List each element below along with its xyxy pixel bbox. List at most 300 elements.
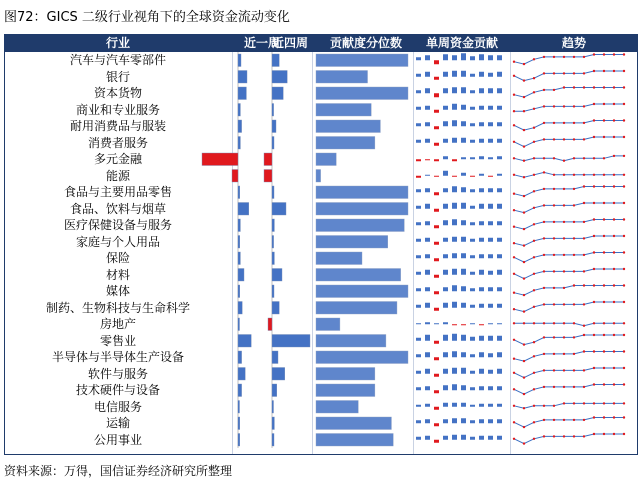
- trend-point: [583, 254, 585, 256]
- trend-point: [523, 244, 525, 246]
- week1-bar: [238, 417, 240, 430]
- weekly-contrib-bar: [434, 159, 439, 161]
- weekly-contrib-bar: [452, 324, 457, 325]
- weekly-contrib-bar: [416, 272, 421, 275]
- trend-point: [533, 77, 535, 79]
- trend-point: [583, 334, 585, 336]
- trend-point: [513, 372, 515, 374]
- weekly-contrib-bar: [416, 437, 421, 440]
- trend-point: [623, 103, 625, 105]
- weekly-contrib-bar: [425, 88, 430, 93]
- trend-point: [553, 56, 555, 58]
- industry-label: 媒体: [105, 284, 130, 298]
- trend-point: [603, 218, 605, 220]
- trend-point: [593, 284, 595, 286]
- percentile-bar: [316, 219, 404, 232]
- weekly-contrib-bar: [497, 270, 502, 275]
- weekly-contrib-bar: [416, 123, 421, 126]
- weekly-contrib-bar: [488, 238, 493, 242]
- trend-point: [603, 136, 605, 138]
- industry-label: 保险: [105, 251, 130, 265]
- weekly-contrib-bar: [452, 285, 457, 291]
- trend-point: [573, 221, 575, 223]
- weekly-contrib-bar: [461, 138, 466, 143]
- weekly-contrib-bar: [416, 239, 421, 242]
- weekly-contrib-bar: [479, 72, 484, 77]
- trend-point: [603, 284, 605, 286]
- trend-point: [553, 419, 555, 421]
- weekly-contrib-bar: [497, 106, 502, 110]
- trend-point: [513, 438, 515, 440]
- trend-point: [563, 353, 565, 355]
- trend-point: [543, 122, 545, 124]
- weekly-contrib-bar: [479, 369, 484, 374]
- trend-point: [563, 402, 565, 404]
- weekly-contrib-bar: [425, 404, 430, 407]
- percentile-bar: [316, 401, 358, 414]
- trend-point: [563, 303, 565, 305]
- percentile-bar: [316, 269, 401, 282]
- trend-point: [613, 416, 615, 418]
- weekly-contrib-bar: [416, 354, 421, 357]
- week1-bar: [238, 54, 241, 67]
- week1-bar: [202, 153, 238, 166]
- trend-point: [593, 383, 595, 385]
- weekly-contrib-bar: [434, 77, 439, 80]
- trend-point: [623, 251, 625, 253]
- weekly-contrib-bar: [443, 238, 448, 242]
- week1-bar: [238, 186, 240, 199]
- trend-point: [513, 273, 515, 275]
- percentile-bar: [316, 351, 408, 364]
- trend-point: [583, 122, 585, 124]
- trend-point: [593, 103, 595, 105]
- weekly-contrib-bar: [425, 139, 430, 143]
- percentile-bar: [316, 434, 393, 447]
- week4-bar: [272, 335, 310, 348]
- trend-point: [533, 108, 535, 110]
- percentile-bar: [316, 368, 375, 381]
- industry-label: 医疗保健设备与服务: [63, 218, 172, 232]
- trend-point: [603, 350, 605, 352]
- percentile-bar: [316, 236, 388, 249]
- trend-point: [623, 235, 625, 237]
- trend-point: [553, 270, 555, 272]
- weekly-contrib-bar: [434, 110, 439, 113]
- weekly-contrib-bar: [416, 338, 421, 341]
- trend-point: [603, 367, 605, 369]
- trend-point: [623, 322, 625, 324]
- weekly-contrib-bar: [488, 106, 493, 110]
- weekly-contrib-bar: [416, 90, 421, 93]
- trend-point: [553, 303, 555, 305]
- industry-label: 消费者服务: [87, 135, 148, 150]
- trend-point: [553, 254, 555, 256]
- weekly-contrib-bar: [461, 385, 466, 390]
- trend-point: [583, 369, 585, 371]
- weekly-contrib-bar: [461, 71, 466, 77]
- industry-label: 能源: [105, 168, 130, 183]
- trend-point: [533, 341, 535, 343]
- weekly-contrib-bar: [416, 305, 421, 308]
- weekly-contrib-bar: [416, 107, 421, 110]
- trend-point: [543, 287, 545, 289]
- weekly-contrib-bar: [461, 157, 466, 159]
- trend-point: [623, 218, 625, 220]
- week4-bar: [272, 71, 287, 84]
- trend-point: [533, 372, 535, 374]
- trend-point: [623, 433, 625, 435]
- weekly-contrib-bar: [452, 87, 457, 93]
- percentile-bar: [316, 137, 375, 150]
- percentile-bar: [316, 384, 375, 397]
- percentile-bar: [316, 120, 380, 133]
- weekly-contrib-bar: [434, 374, 439, 377]
- percentile-bar: [316, 153, 336, 166]
- trend-line: [514, 236, 624, 246]
- trend-point: [583, 270, 585, 272]
- trend-point: [623, 119, 625, 121]
- trend-point: [523, 63, 525, 65]
- trend-point: [583, 325, 585, 327]
- week1-bar: [238, 302, 242, 315]
- weekly-contrib-bar: [443, 322, 448, 324]
- trend-line: [514, 220, 624, 230]
- weekly-contrib-bar: [461, 335, 466, 341]
- trend-point: [543, 336, 545, 338]
- trend-point: [543, 270, 545, 272]
- trend-point: [513, 61, 515, 63]
- weekly-contrib-bar: [488, 55, 493, 60]
- weekly-contrib-bar: [452, 269, 457, 275]
- trend-point: [533, 322, 535, 324]
- week1-bar: [238, 384, 242, 397]
- weekly-contrib-bar: [488, 353, 493, 357]
- trend-point: [523, 160, 525, 162]
- weekly-contrib-bar: [452, 302, 457, 308]
- trend-point: [523, 360, 525, 362]
- trend-point: [543, 353, 545, 355]
- percentile-bar: [316, 252, 362, 265]
- weekly-contrib-bar: [488, 404, 493, 407]
- trend-point: [583, 419, 585, 421]
- header-percentile: 贡献度分位数: [329, 36, 402, 50]
- trend-point: [523, 129, 525, 131]
- industry-label: 软件与服务: [87, 366, 148, 381]
- weekly-contrib-bar: [452, 176, 457, 177]
- weekly-contrib-bar: [497, 304, 502, 308]
- week1-bar: [238, 236, 240, 249]
- weekly-contrib-bar: [470, 123, 475, 126]
- trend-point: [563, 174, 565, 176]
- weekly-contrib-bar: [425, 188, 430, 192]
- percentile-bar: [316, 71, 368, 84]
- trend-point: [573, 56, 575, 58]
- weekly-contrib-bar: [479, 404, 484, 407]
- weekly-contrib-bar: [497, 188, 502, 192]
- week4-bar: [272, 137, 274, 150]
- trend-point: [573, 303, 575, 305]
- weekly-contrib-bar: [479, 139, 484, 143]
- week4-bar: [272, 285, 274, 298]
- week4-bar: [272, 186, 274, 199]
- trend-point: [613, 136, 615, 138]
- week4-bar: [272, 384, 277, 397]
- trend-point: [613, 251, 615, 253]
- weekly-contrib-bar: [425, 419, 430, 423]
- trend-point: [573, 188, 575, 190]
- weekly-contrib-bar: [461, 203, 466, 209]
- weekly-contrib-bar: [443, 287, 448, 291]
- weekly-contrib-bar: [461, 324, 466, 325]
- trend-point: [583, 138, 585, 140]
- weekly-contrib-bar: [434, 423, 439, 426]
- weekly-contrib-bar: [434, 93, 439, 97]
- weekly-contrib-bar: [470, 305, 475, 308]
- weekly-contrib-bar: [425, 322, 430, 324]
- trend-point: [543, 56, 545, 58]
- weekly-contrib-bar: [488, 204, 493, 209]
- trend-point: [523, 426, 525, 428]
- weekly-contrib-bar: [443, 156, 448, 159]
- trend-point: [623, 383, 625, 385]
- trend-point: [613, 322, 615, 324]
- weekly-contrib-bar: [425, 254, 430, 258]
- trend-point: [523, 110, 525, 112]
- trend-point: [603, 119, 605, 121]
- trend-point: [573, 402, 575, 404]
- weekly-contrib-bar: [452, 435, 457, 440]
- trend-point: [573, 204, 575, 206]
- trend-point: [583, 237, 585, 239]
- trend-point: [603, 103, 605, 105]
- trend-point: [513, 292, 515, 294]
- trend-point: [553, 157, 555, 159]
- trend-point: [583, 435, 585, 437]
- weekly-contrib-bar: [425, 204, 430, 209]
- weekly-contrib-bar: [443, 88, 448, 93]
- trend-point: [623, 402, 625, 404]
- trend-point: [573, 105, 575, 107]
- weekly-contrib-bar: [497, 221, 502, 225]
- weekly-contrib-bar: [452, 219, 457, 225]
- weekly-contrib-bar: [497, 72, 502, 77]
- week4-bar: [272, 368, 285, 381]
- week1-bar: [238, 335, 251, 348]
- header-week1: 近一周: [243, 36, 280, 50]
- weekly-contrib-bar: [479, 352, 484, 357]
- trend-point: [533, 91, 535, 93]
- industry-label: 商业和专业服务: [75, 102, 160, 117]
- trend-point: [573, 322, 575, 324]
- weekly-contrib-bar: [443, 270, 448, 275]
- trend-line: [514, 368, 624, 378]
- weekly-contrib-bar: [416, 405, 421, 407]
- trend-point: [563, 204, 565, 206]
- weekly-contrib-bar: [479, 304, 484, 308]
- trend-point: [523, 261, 525, 263]
- week1-bar: [238, 269, 244, 282]
- weekly-contrib-bar: [470, 239, 475, 242]
- trend-point: [583, 72, 585, 74]
- trend-point: [573, 122, 575, 124]
- weekly-contrib-bar: [488, 336, 493, 341]
- trend-point: [583, 105, 585, 107]
- week1-bar: [238, 219, 240, 232]
- trend-line: [514, 418, 624, 428]
- trend-point: [533, 289, 535, 291]
- trend-point: [613, 350, 615, 352]
- week4-bar: [272, 203, 286, 216]
- trend-point: [623, 53, 625, 55]
- weekly-contrib-bar: [452, 368, 457, 374]
- weekly-contrib-bar: [416, 57, 421, 60]
- weekly-contrib-bar: [488, 287, 493, 291]
- trend-point: [543, 254, 545, 256]
- trend-point: [543, 188, 545, 190]
- trend-point: [593, 119, 595, 121]
- trend-point: [613, 301, 615, 303]
- weekly-contrib-bar: [497, 436, 502, 440]
- trend-point: [613, 218, 615, 220]
- weekly-contrib-bar: [479, 156, 484, 159]
- weekly-contrib-bar: [425, 72, 430, 77]
- weekly-contrib-bar: [425, 106, 430, 110]
- weekly-contrib-bar: [434, 242, 439, 245]
- trend-line: [514, 403, 624, 408]
- trend-point: [573, 284, 575, 286]
- week4-bar: [272, 54, 279, 67]
- trend-point: [593, 322, 595, 324]
- weekly-contrib-bar: [479, 122, 484, 126]
- trend-point: [533, 207, 535, 209]
- trend-point: [603, 334, 605, 336]
- weekly-contrib-bar: [488, 419, 493, 423]
- trend-point: [603, 86, 605, 88]
- weekly-contrib-bar: [443, 419, 448, 423]
- trend-point: [593, 251, 595, 253]
- trend-line: [514, 137, 624, 147]
- percentile-bar: [316, 186, 408, 199]
- trend-point: [623, 185, 625, 187]
- weekly-contrib-bar: [497, 323, 502, 324]
- weekly-contrib-bar: [443, 436, 448, 440]
- trend-point: [513, 110, 515, 112]
- industry-label: 技术硬件与设备: [75, 383, 160, 397]
- trend-point: [593, 174, 595, 176]
- trend-point: [593, 218, 595, 220]
- trend-point: [513, 174, 515, 176]
- trend-point: [513, 124, 515, 126]
- trend-point: [523, 322, 525, 324]
- industry-label: 耐用消费品与服装: [69, 119, 166, 133]
- trend-point: [613, 235, 615, 237]
- trend-point: [563, 105, 565, 107]
- trend-point: [593, 433, 595, 435]
- weekly-contrib-bar: [434, 225, 439, 228]
- weekly-contrib-bar: [479, 254, 484, 258]
- weekly-contrib-bar: [452, 237, 457, 242]
- trend-point: [553, 287, 555, 289]
- weekly-contrib-bar: [416, 176, 421, 178]
- weekly-contrib-bar: [497, 369, 502, 374]
- weekly-contrib-bar: [443, 385, 448, 390]
- trend-point: [523, 376, 525, 378]
- weekly-contrib-bar: [452, 351, 457, 357]
- weekly-contrib-bar: [425, 287, 430, 291]
- weekly-contrib-bar: [416, 420, 421, 423]
- trend-point: [513, 193, 515, 195]
- trend-point: [593, 86, 595, 88]
- trend-point: [623, 174, 625, 176]
- week4-bar: [272, 252, 274, 265]
- weekly-contrib-bar: [434, 126, 439, 129]
- trend-point: [583, 350, 585, 352]
- weekly-contrib-bar: [416, 371, 421, 374]
- weekly-contrib-bar: [452, 418, 457, 423]
- trend-point: [613, 174, 615, 176]
- percentile-bar: [316, 203, 408, 216]
- trend-point: [533, 174, 535, 176]
- trend-point: [573, 270, 575, 272]
- weekly-contrib-bar: [461, 368, 466, 374]
- weekly-contrib-bar: [434, 390, 439, 393]
- trend-point: [513, 405, 515, 407]
- trend-point: [543, 157, 545, 159]
- week4-bar: [272, 302, 279, 315]
- trend-point: [543, 221, 545, 223]
- trend-point: [563, 56, 565, 58]
- trend-line: [514, 302, 624, 312]
- trend-point: [583, 303, 585, 305]
- trend-line: [514, 286, 624, 296]
- trend-line: [514, 203, 624, 213]
- trend-point: [523, 228, 525, 230]
- weekly-contrib-bar: [443, 139, 448, 143]
- weekly-contrib-bar: [470, 206, 475, 209]
- weekly-contrib-bar: [479, 287, 484, 291]
- trend-point: [523, 145, 525, 147]
- trend-point: [603, 235, 605, 237]
- weekly-contrib-bar: [443, 220, 448, 225]
- trend-point: [613, 334, 615, 336]
- trend-point: [523, 393, 525, 395]
- industry-label: 家庭与个人用品: [75, 234, 160, 249]
- weekly-contrib-bar: [425, 303, 430, 308]
- weekly-contrib-bar: [479, 336, 484, 341]
- trend-point: [563, 435, 565, 437]
- trend-point: [623, 202, 625, 204]
- trend-point: [553, 122, 555, 124]
- week1-bar: [238, 351, 242, 364]
- weekly-contrib-bar: [479, 238, 484, 242]
- weekly-contrib-bar: [425, 270, 430, 275]
- trend-point: [603, 402, 605, 404]
- weekly-contrib-bar: [479, 88, 484, 93]
- week4-bar: [272, 351, 278, 364]
- weekly-contrib-bar: [488, 88, 493, 93]
- weekly-contrib-bar: [434, 60, 439, 64]
- weekly-contrib-bar: [416, 323, 421, 324]
- weekly-contrib-bar: [488, 73, 493, 77]
- trend-line: [514, 335, 624, 345]
- trend-line: [514, 71, 624, 81]
- trend-point: [613, 383, 615, 385]
- weekly-contrib-bar: [425, 55, 430, 60]
- week4-bar: [272, 104, 274, 117]
- trend-point: [583, 202, 585, 204]
- percentile-bar: [316, 87, 408, 100]
